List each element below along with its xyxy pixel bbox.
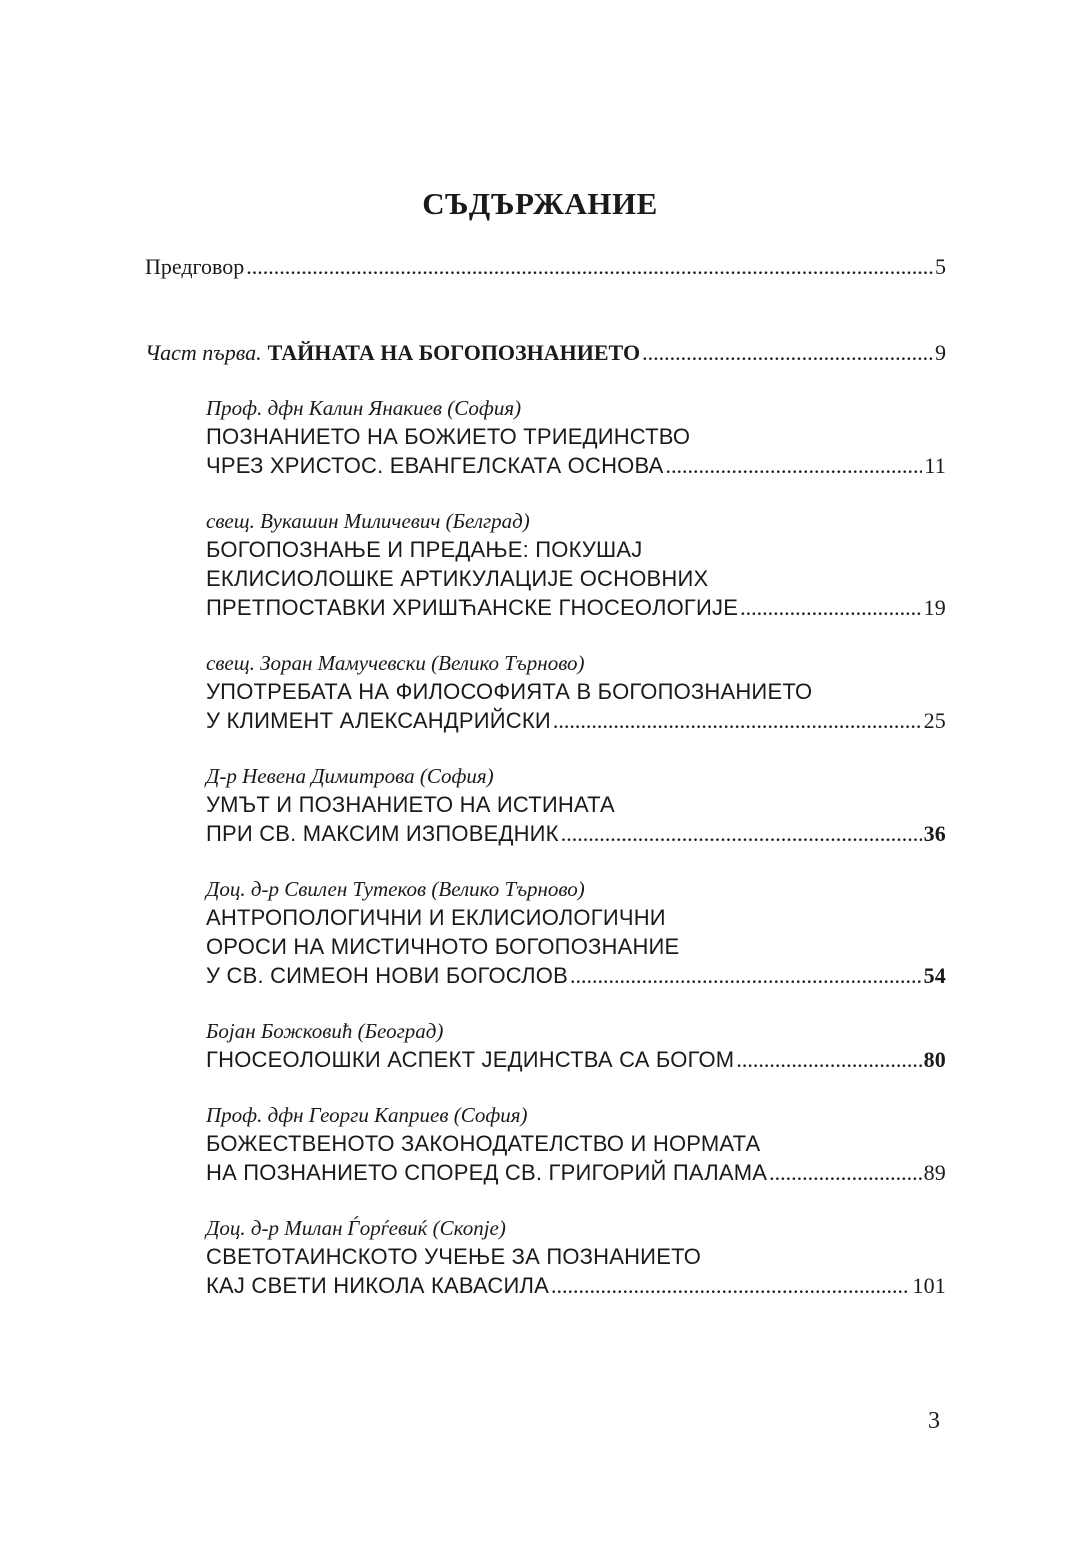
entry-title-last-line: ПРИ СВ. МАКСИМ ИЗПОВЕДНИК ..... 36 (206, 819, 946, 848)
entry-page: 101 (912, 1273, 946, 1298)
entry-title-line: ПОЗНАНИЕТО НА БОЖИЕТО ТРИЕДИНСТВО (206, 424, 691, 449)
entry-title-line: СВЕТОТАИНСКОТО УЧЕЊЕ ЗА ПОЗНАНИЕТО (206, 1244, 702, 1269)
toc-entry (206, 1102, 946, 1187)
entry-author: свещ. Вукашин Миличевич (Белград) (206, 509, 530, 533)
toc-entry (206, 650, 946, 735)
part-title: ТАЙНАТА НА БОГОПОЗНАНИЕТО (267, 340, 641, 365)
entry-title-last-line: ЧРЕЗ ХРИСТОС. ЕВАНГЕЛСКАТА ОСНОВА ..... 11 (206, 451, 946, 480)
entry-title-line: УМЪТ И ПОЗНАНИЕТО НА ИСТИНАТА (206, 792, 615, 817)
dot-leader (553, 706, 922, 735)
entry-title-last-line: НА ПОЗНАНИЕТО СПОРЕД СВ. ГРИГОРИЙ ПАЛАМА ..... 89 (206, 1158, 946, 1187)
dot-leader (570, 961, 922, 990)
dot-leader (642, 338, 933, 368)
toc-entry (206, 395, 946, 480)
dot-leader (551, 1271, 910, 1300)
entry-title-last-line: КАЈ СВЕТИ НИКОЛА КАВАСИЛА ..... 101 (206, 1271, 946, 1300)
preface-label: Предговор (145, 254, 245, 279)
entry-title-last-line: У СВ. СИМЕОН НОВИ БОГОСЛОВ ..... 54 (206, 961, 946, 990)
entry-page: 89 (923, 1160, 946, 1185)
toc-entries (206, 395, 946, 1328)
entry-page: 36 (923, 821, 946, 846)
dot-leader (736, 1045, 921, 1074)
toc-entry (206, 1018, 946, 1074)
entry-page: 54 (923, 963, 946, 988)
entry-author: Доц. д-р Свилен Тутеков (Велико Търново) (206, 877, 585, 901)
entry-page: 25 (923, 708, 946, 733)
preface-page: 5 (935, 254, 946, 279)
toc-entry-preface (145, 252, 946, 282)
part-label: Част първа. (145, 340, 262, 365)
entry-title-last-line: У КЛИМЕНТ АЛЕКСАНДРИЙСКИ ..... 25 (206, 706, 946, 735)
entry-title-last-line: ПРЕТПОСТАВКИ ХРИШЋАНСКЕ ГНОСЕОЛОГИЈЕ ..... 19 (206, 593, 946, 622)
dot-leader (740, 593, 921, 622)
toc-entry (206, 876, 946, 990)
page-title: СЪДЪРЖАНИЕ (422, 186, 658, 221)
entry-author: свещ. Зоран Мамучевски (Велико Търново) (206, 651, 585, 675)
dot-leader (561, 819, 922, 848)
page-number: 3 (928, 1408, 940, 1434)
toc-entry (206, 763, 946, 848)
entry-page: 11 (924, 453, 946, 478)
entry-author: Проф. дфн Калин Янакиев (София) (206, 396, 522, 420)
entry-author: Бојан Божковић (Београд) (206, 1019, 444, 1043)
entry-title-line: УПОТРЕБАТА НА ФИЛОСОФИЯТА В БОГОПОЗНАНИЕТО (206, 679, 813, 704)
dot-leader (246, 252, 933, 282)
entry-author: Проф. дфн Георги Каприев (София) (206, 1103, 528, 1127)
toc-entry (206, 1215, 946, 1300)
entry-title-line: БОЖЕСТВЕНОТО ЗАКОНОДАТЕЛСТВО И НОРМАТА (206, 1131, 761, 1156)
entry-title-line: ЕКЛИСИОЛОШКЕ АРТИКУЛАЦИЈЕ ОСНОВНИХ (206, 566, 709, 591)
entry-page: 19 (923, 595, 946, 620)
dot-leader (666, 451, 923, 480)
toc-part-one (145, 338, 946, 368)
dot-leader (769, 1158, 921, 1187)
entry-author: Доц. д-р Милан Ѓорѓевиќ (Скопје) (206, 1216, 506, 1240)
entry-title-line: ОРОСИ НА МИСТИЧНОТО БОГОПОЗНАНИЕ (206, 934, 680, 959)
entry-title-line: БОГОПОЗНАЊЕ И ПРЕДАЊЕ: ПОКУШАЈ (206, 537, 643, 562)
toc-entry (206, 508, 946, 622)
entry-author: Д-р Невена Димитрова (София) (206, 764, 494, 788)
entry-title-line: АНТРОПОЛОГИЧНИ И ЕКЛИСИОЛОГИЧНИ (206, 905, 666, 930)
part-page: 9 (935, 340, 946, 365)
entry-page: 80 (923, 1047, 946, 1072)
entry-title-last-line: ГНОСЕОЛОШКИ АСПЕКТ ЈЕДИНСТВА СА БОГОМ ..... 80 (206, 1045, 946, 1074)
